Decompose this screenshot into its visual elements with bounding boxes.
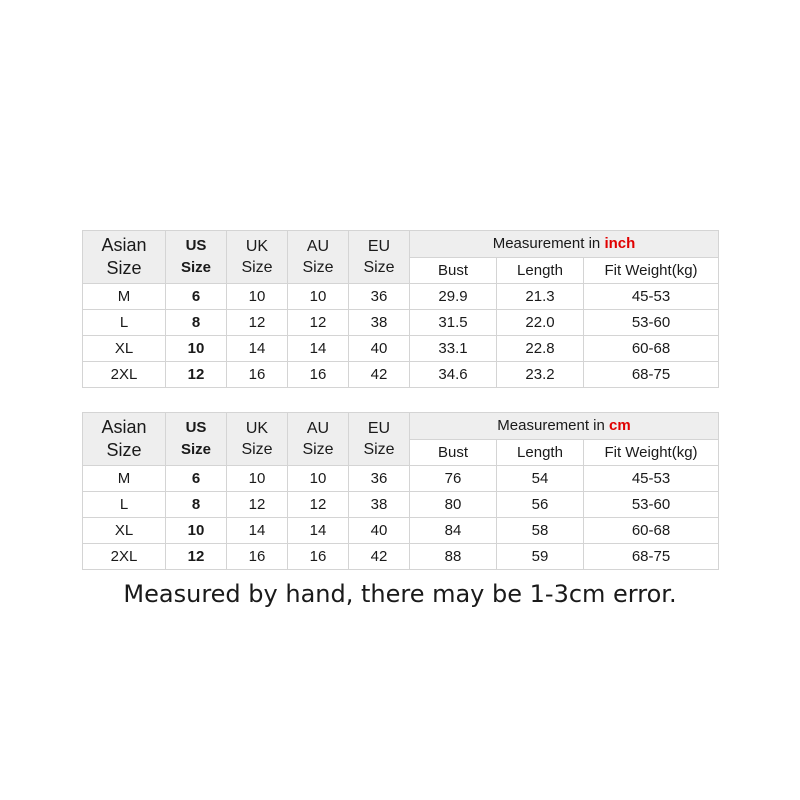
au-size-header: AU Size	[288, 231, 349, 284]
asian-size-cell: M	[83, 466, 166, 492]
au-size-cell: 14	[288, 336, 349, 362]
au-size-header: AU Size	[288, 413, 349, 466]
fit-weight-cell: 60-68	[584, 336, 719, 362]
uk-size-cell: 12	[227, 492, 288, 518]
fit-weight-cell: 53-60	[584, 492, 719, 518]
inch-table-body	[83, 284, 719, 388]
au-size-cell: 12	[288, 492, 349, 518]
asian-size-cell: XL	[83, 336, 166, 362]
table-row	[83, 284, 719, 310]
eu-size-header: EU Size	[349, 231, 410, 284]
bust-cell: 76	[410, 466, 497, 492]
us-size-cell: 12	[166, 544, 227, 570]
uk-size-header: UK Size	[227, 413, 288, 466]
measurement-note: Measured by hand, there may be 1-3cm error.	[123, 580, 677, 608]
size-chart-inch	[82, 230, 719, 388]
uk-size-cell: 14	[227, 518, 288, 544]
us-size-cell: 10	[166, 336, 227, 362]
uk-size-cell: 12	[227, 310, 288, 336]
measurement-header	[410, 231, 719, 258]
measurement-prefix: Measurement in	[497, 417, 605, 434]
length-cell: 22.0	[497, 310, 584, 336]
us-size-cell: 12	[166, 362, 227, 388]
asian-size-cell: L	[83, 492, 166, 518]
us-size-cell: 10	[166, 518, 227, 544]
eu-size-cell: 36	[349, 466, 410, 492]
uk-size-cell: 10	[227, 284, 288, 310]
table-row	[83, 310, 719, 336]
asian-size-header: Asian Size	[83, 413, 166, 466]
fit-weight-cell: 45-53	[584, 466, 719, 492]
au-size-cell: 12	[288, 310, 349, 336]
us-size-cell: 6	[166, 466, 227, 492]
bust-cell: 33.1	[410, 336, 497, 362]
bust-header: Bust	[410, 258, 497, 284]
us-size-cell: 8	[166, 492, 227, 518]
length-header: Length	[497, 440, 584, 466]
bust-header: Bust	[410, 440, 497, 466]
eu-size-cell: 42	[349, 362, 410, 388]
bust-cell: 88	[410, 544, 497, 570]
asian-size-header: Asian Size	[83, 231, 166, 284]
eu-size-header: EU Size	[349, 413, 410, 466]
measurement-unit: cm	[609, 417, 631, 434]
table-row	[83, 544, 719, 570]
length-header: Length	[497, 258, 584, 284]
fit-weight-cell: 45-53	[584, 284, 719, 310]
eu-size-cell: 40	[349, 518, 410, 544]
uk-size-cell: 16	[227, 362, 288, 388]
length-cell: 23.2	[497, 362, 584, 388]
eu-size-cell: 36	[349, 284, 410, 310]
measurement-unit: inch	[604, 235, 636, 252]
au-size-cell: 14	[288, 518, 349, 544]
fit-weight-cell: 68-75	[584, 544, 719, 570]
bust-cell: 84	[410, 518, 497, 544]
us-size-cell: 6	[166, 284, 227, 310]
au-size-cell: 16	[288, 544, 349, 570]
table-row	[83, 336, 719, 362]
asian-size-cell: 2XL	[83, 544, 166, 570]
fit-weight-cell: 60-68	[584, 518, 719, 544]
table-row	[83, 492, 719, 518]
asian-size-cell: 2XL	[83, 362, 166, 388]
uk-size-cell: 10	[227, 466, 288, 492]
length-cell: 56	[497, 492, 584, 518]
measurement-header	[410, 413, 719, 440]
fit-weight-cell: 53-60	[584, 310, 719, 336]
length-cell: 22.8	[497, 336, 584, 362]
uk-size-header: UK Size	[227, 231, 288, 284]
eu-size-cell: 38	[349, 310, 410, 336]
us-size-cell: 8	[166, 310, 227, 336]
bust-cell: 31.5	[410, 310, 497, 336]
au-size-cell: 10	[288, 284, 349, 310]
bust-cell: 34.6	[410, 362, 497, 388]
measurement-prefix: Measurement in	[492, 235, 601, 252]
uk-size-cell: 14	[227, 336, 288, 362]
length-cell: 54	[497, 466, 584, 492]
us-size-header: US Size	[166, 231, 227, 284]
table-row	[83, 466, 719, 492]
asian-size-cell: M	[83, 284, 166, 310]
asian-size-cell: L	[83, 310, 166, 336]
fit-weight-header: Fit Weight(kg)	[584, 440, 719, 466]
size-chart-cm	[82, 412, 719, 570]
asian-size-cell: XL	[83, 518, 166, 544]
au-size-cell: 10	[288, 466, 349, 492]
cm-table-body	[83, 466, 719, 570]
table-row	[83, 362, 719, 388]
bust-cell: 80	[410, 492, 497, 518]
uk-size-cell: 16	[227, 544, 288, 570]
length-cell: 58	[497, 518, 584, 544]
bust-cell: 29.9	[410, 284, 497, 310]
au-size-cell: 16	[288, 362, 349, 388]
table-row	[83, 518, 719, 544]
length-cell: 21.3	[497, 284, 584, 310]
eu-size-cell: 40	[349, 336, 410, 362]
us-size-header: US Size	[166, 413, 227, 466]
eu-size-cell: 42	[349, 544, 410, 570]
fit-weight-cell: 68-75	[584, 362, 719, 388]
eu-size-cell: 38	[349, 492, 410, 518]
fit-weight-header: Fit Weight(kg)	[584, 258, 719, 284]
length-cell: 59	[497, 544, 584, 570]
